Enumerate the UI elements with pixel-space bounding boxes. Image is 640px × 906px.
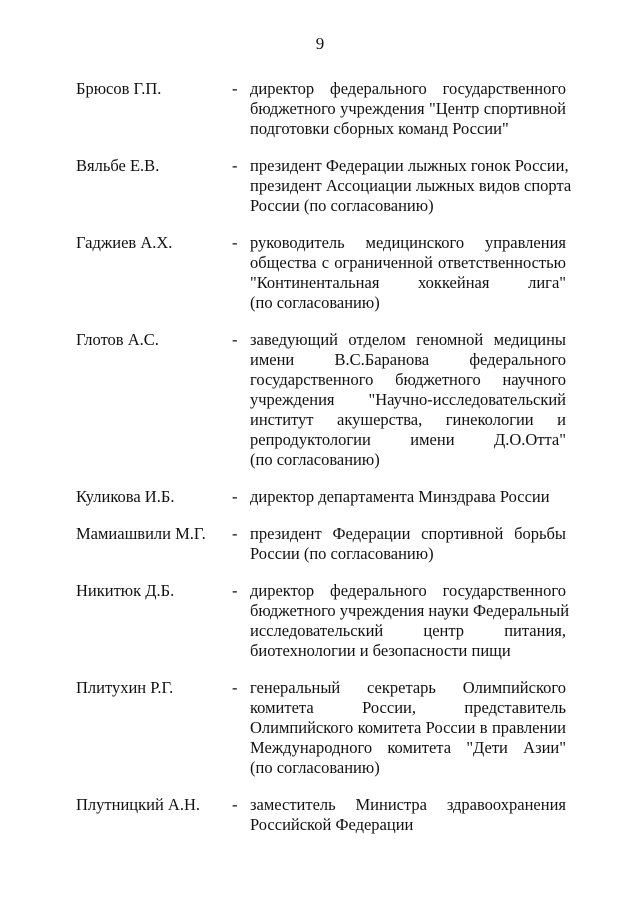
position-line: имени В.С.Баранова федерального <box>250 350 566 369</box>
separator-dash: - <box>232 795 238 814</box>
member-name: Глотов А.С. <box>76 330 159 349</box>
position-line: государственного бюджетного научного <box>250 370 566 389</box>
member-position <box>250 524 566 564</box>
position-line: общества с ограниченной ответственностью <box>250 253 566 272</box>
position-line: (по согласованию) <box>250 293 380 312</box>
member-position <box>250 156 572 216</box>
position-line: директор федерального государственного <box>250 581 566 600</box>
member-position <box>250 487 566 507</box>
page-number: 9 <box>315 34 325 53</box>
member-position <box>250 233 566 313</box>
list-item <box>0 795 640 835</box>
member-name: Плитухин Р.Г. <box>76 678 174 697</box>
position-line: Международного комитета "Дети Азии" <box>250 738 566 757</box>
list-item <box>0 524 640 564</box>
list-item <box>0 678 640 778</box>
position-line: (по согласованию) <box>250 758 380 777</box>
position-line: заведующий отделом геномной медицины <box>250 330 566 349</box>
list-item <box>0 156 640 216</box>
position-line: президент Федерации лыжных гонок России, <box>250 156 569 175</box>
list-item <box>0 330 640 470</box>
member-name: Брюсов Г.П. <box>76 79 162 98</box>
position-line: Российской Федерации <box>250 815 414 834</box>
position-line: директор федерального государственного <box>250 79 566 98</box>
member-position <box>250 678 566 778</box>
position-line: России (по согласованию) <box>250 196 434 215</box>
position-line: биотехнологии и безопасности пищи <box>250 641 511 660</box>
position-line: президент Федерации спортивной борьбы <box>250 524 566 543</box>
list-item <box>0 233 640 313</box>
separator-dash: - <box>232 581 238 600</box>
position-line: бюджетного учреждения "Центр спортивной <box>250 99 566 118</box>
list-item <box>0 581 640 661</box>
list-item <box>0 487 640 507</box>
separator-dash: - <box>232 156 238 175</box>
position-line: России (по согласованию) <box>250 544 434 563</box>
separator-dash: - <box>232 524 238 543</box>
position-line: "Континентальная хоккейная лига" <box>250 273 566 292</box>
list-item <box>0 79 640 139</box>
position-line: учреждения "Научно-исследовательский <box>250 390 566 409</box>
separator-dash: - <box>232 79 238 98</box>
member-name: Никитюк Д.Б. <box>76 581 175 600</box>
position-line: руководитель медицинского управления <box>250 233 566 252</box>
member-position <box>250 581 570 661</box>
separator-dash: - <box>232 233 238 252</box>
position-line: исследовательский центр питания, <box>250 621 566 640</box>
position-line: директор департамента Минздрава России <box>250 487 550 506</box>
separator-dash: - <box>232 678 238 697</box>
position-line: (по согласованию) <box>250 450 380 469</box>
member-position <box>250 79 566 139</box>
position-line: репродуктологии имени Д.О.Отта" <box>250 430 566 449</box>
position-line: институт акушерства, гинекологии и <box>250 410 566 429</box>
member-name: Мамиашвили М.Г. <box>76 524 206 543</box>
position-line: бюджетного учреждения науки Федеральный <box>250 601 570 620</box>
separator-dash: - <box>232 487 238 506</box>
position-line: генеральный секретарь Олимпийского <box>250 678 566 697</box>
member-name: Плутницкий А.Н. <box>76 795 200 814</box>
position-line: заместитель Министра здравоохранения <box>250 795 566 814</box>
position-line: Олимпийского комитета России в правлении <box>250 718 566 737</box>
member-name: Гаджиев А.Х. <box>76 233 173 252</box>
member-name: Куликова И.Б. <box>76 487 175 506</box>
position-line: президент Ассоциации лыжных видов спорта <box>250 176 572 195</box>
position-line: подготовки сборных команд России" <box>250 119 509 138</box>
member-name: Вяльбе Е.В. <box>76 156 160 175</box>
position-line: комитета России, представитель <box>250 698 566 717</box>
member-position <box>250 330 566 470</box>
member-position <box>250 795 566 835</box>
separator-dash: - <box>232 330 238 349</box>
member-list <box>0 79 640 852</box>
